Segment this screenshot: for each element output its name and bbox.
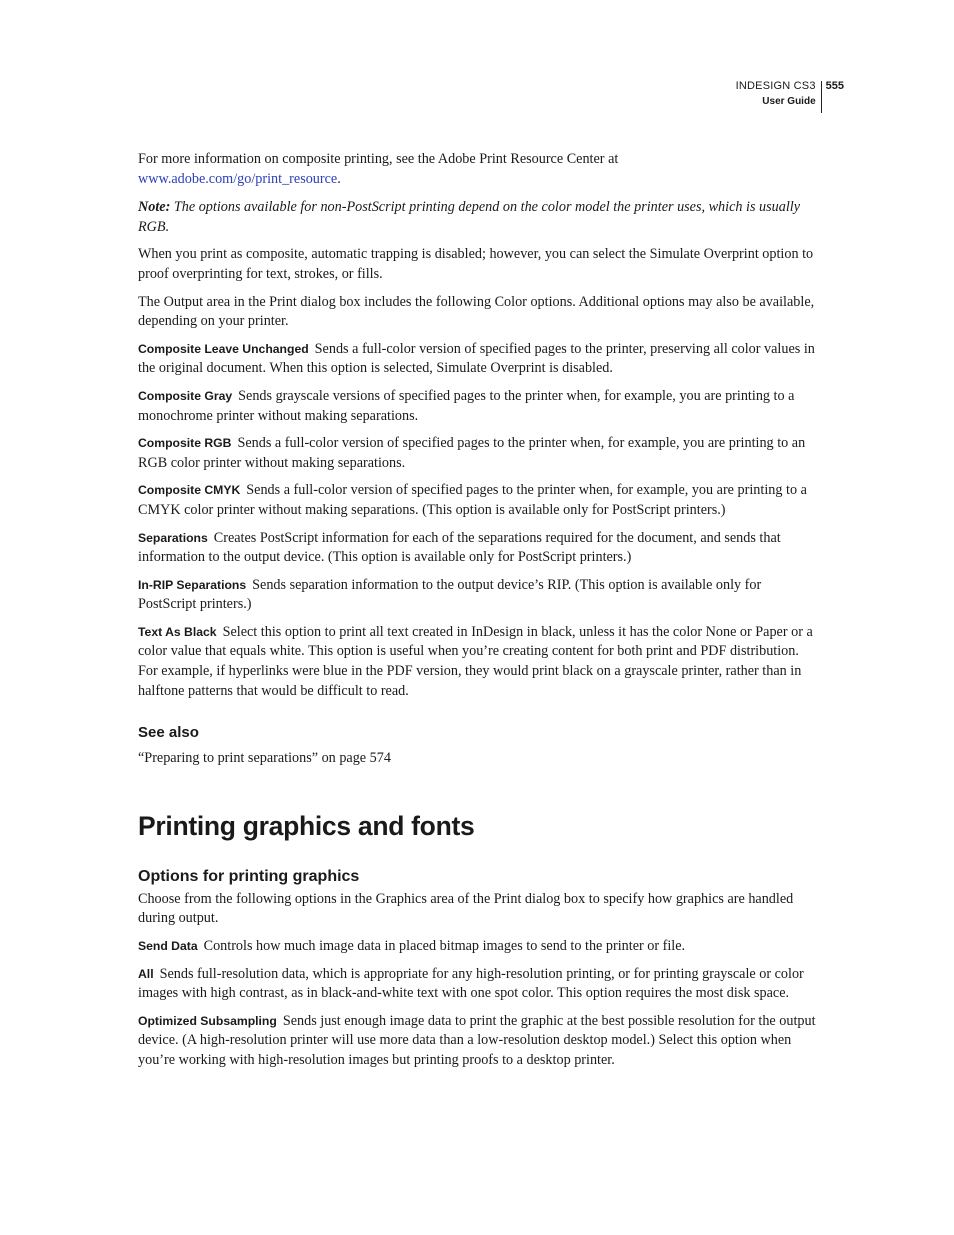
output-area-paragraph: The Output area in the Print dialog box includes the following Color options. Additional options may also be available, depending on your printer. bbox=[138, 293, 815, 330]
option-term: Separations bbox=[138, 530, 208, 545]
option-composite-cmyk bbox=[138, 481, 818, 520]
option-term: Composite RGB bbox=[138, 436, 232, 451]
trapping-paragraph: When you print as composite, automatic trapping is disabled; however, you can select the Simulate Overprint option to proof overprinting for text, strokes, or fills. bbox=[138, 246, 814, 282]
option-description: Sends full-resolution data, which is appropriate for any high-resolution printing, or for printing grayscale or color images with high contrast, as in black-and-white text with one spot color. This option requires the most disk space. bbox=[138, 965, 804, 1002]
option-description: Sends grayscale versions of specified pages to the printer when, for example, you are printing to a monochrome printer without making separations. bbox=[138, 387, 795, 424]
intro-text: For more information on composite printing, see the Adobe Print Resource Center at bbox=[138, 151, 619, 167]
option-separations bbox=[138, 529, 818, 568]
graphics-intro-paragraph: Choose from the following options in the Graphics area of the Print dialog box to specify how graphics are handled during output. bbox=[138, 890, 794, 927]
note-paragraph bbox=[138, 198, 818, 237]
intro-link-suffix: . bbox=[337, 170, 341, 187]
intro-paragraph bbox=[138, 150, 818, 189]
option-term: In-RIP Separations bbox=[138, 577, 247, 592]
print-resource-link[interactable]: www.adobe.com/go/print_resource bbox=[138, 170, 338, 187]
subsection-title: Options for printing graphics bbox=[138, 867, 360, 885]
option-composite-rgb bbox=[138, 434, 818, 473]
header-guide: User Guide bbox=[762, 96, 816, 107]
option-term: All bbox=[138, 966, 154, 981]
option-all bbox=[138, 965, 818, 1004]
see-also-heading: See also bbox=[138, 724, 199, 742]
note-label: Note: bbox=[138, 199, 171, 216]
option-send-data bbox=[138, 937, 818, 957]
running-header bbox=[736, 79, 844, 113]
option-text-as-black bbox=[138, 623, 818, 701]
note-text: The options available for non-PostScript printing depend on the color model the printer uses, which is usually RGB. bbox=[138, 199, 801, 235]
option-description: Sends a full-color version of specified pages to the printer when, for example, you are printing to a CMYK color printer without making separations. (This option is available only for PostScript printers.) bbox=[138, 482, 807, 518]
option-composite-leave-unchanged bbox=[138, 340, 818, 379]
option-description: Select this option to print all text created in InDesign in black, unless it has the color None or Paper or a color value that equals white. This option is useful when you’re creating content for both print and PDF distribution. For example, if hyperlinks were blue in the PDF version, they would print black on a grayscale printer, rather than in halftone patterns that would be difficult to read. bbox=[138, 623, 813, 699]
option-term: Optimized Subsampling bbox=[138, 1013, 277, 1028]
option-term: Send Data bbox=[138, 939, 198, 954]
page-body bbox=[138, 150, 818, 1079]
option-description: Sends a full-color version of specified pages to the printer when, for example, you are printing to an RGB color printer without making separations. bbox=[138, 435, 806, 471]
header-text bbox=[736, 79, 821, 109]
option-in-rip-separations bbox=[138, 576, 818, 615]
option-description: Sends separation information to the output device’s RIP. (This option is available only for PostScript printers.) bbox=[138, 576, 762, 613]
option-composite-gray bbox=[138, 387, 818, 426]
page-number: 555 bbox=[825, 80, 844, 92]
option-description: Sends just enough image data to print the graphic at the best possible resolution for the output device. (A high-resolution printer will use more data than a low-resolution desktop model.) Select this option when you’re working with high-resolution images but printing proofs to a desktop printer. bbox=[138, 1012, 816, 1068]
section-title: Printing graphics and fonts bbox=[138, 810, 475, 841]
header-product: INDESIGN CS3 bbox=[735, 80, 816, 92]
option-term: Composite Gray bbox=[138, 388, 233, 403]
option-term: Composite CMYK bbox=[138, 483, 241, 498]
option-term: Text As Black bbox=[138, 624, 217, 639]
option-description: Sends a full-color version of specified pages to the printer, preserving all color values in the original document. When this option is selected, Simulate Overprint is disabled. bbox=[138, 340, 815, 377]
option-term: Composite Leave Unchanged bbox=[138, 341, 309, 356]
option-description: Creates PostScript information for each of the separations required for the document, and sends that information to the output device. (This option is available only for PostScript printers.) bbox=[138, 529, 781, 566]
option-description: Controls how much image data in placed bitmap images to send to the printer or file. bbox=[203, 938, 686, 955]
option-optimized-subsampling bbox=[138, 1012, 818, 1071]
see-also-link[interactable]: “Preparing to print separations” on page 574 bbox=[138, 750, 391, 767]
